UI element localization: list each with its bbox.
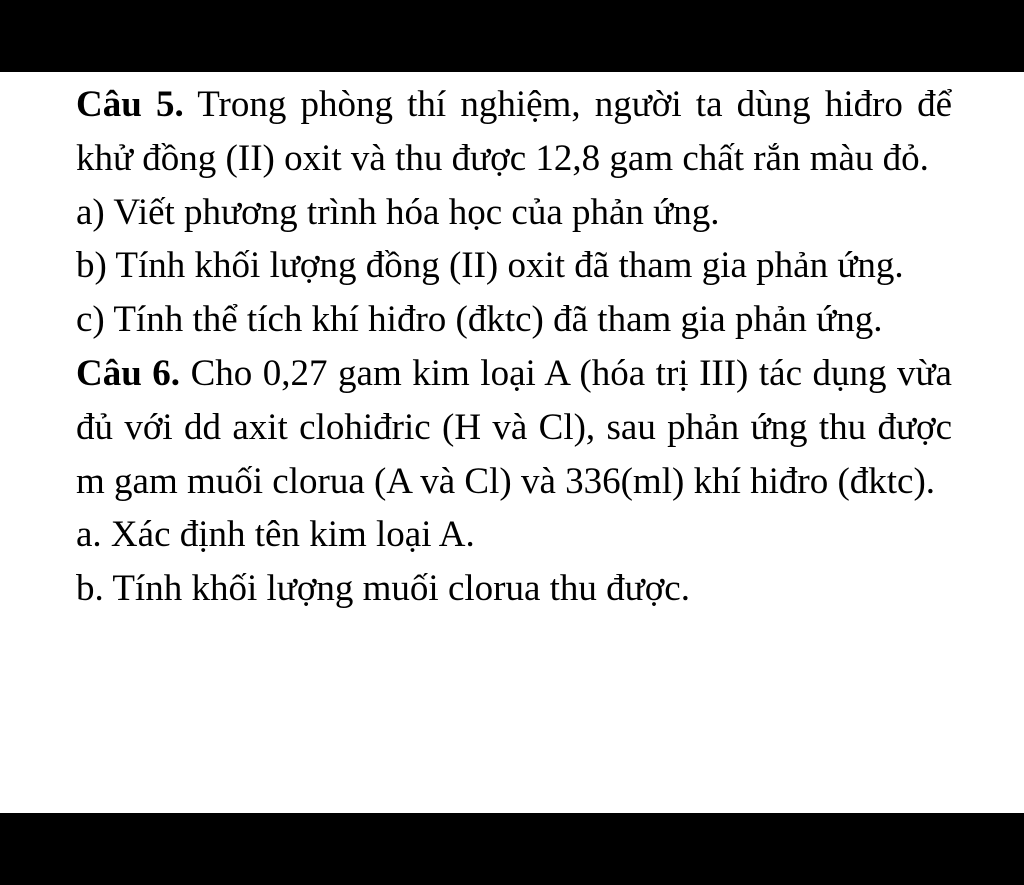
document-page — [0, 72, 1024, 813]
question-6-text: Cho 0,27 gam kim loại A (hóa trị III) tác dụng vừa đủ với dd axit clohiđric (H và Cl), sau phản ứng thu được m gam muối clorua (A và Cl) và 336(ml) khí hiđro (đktc). — [76, 352, 952, 502]
question-5-part-c: c) Tính thể tích khí hiđro (đktc) đã tham gia phản ứng. — [76, 299, 883, 341]
question-6-part-a: a. Xác định tên kim loại A. — [76, 514, 475, 556]
question-6-stem — [76, 347, 952, 508]
question-6-label: Câu 6. — [76, 352, 181, 394]
question-5-text: Trong phòng thí nghiệm, người ta dùng hiđro để khử đồng (II) oxit và thu được 12,8 gam chất rắn màu đỏ. — [76, 84, 952, 179]
question-5-label: Câu 5. — [76, 84, 184, 125]
document-text — [76, 78, 952, 616]
question-5-stem — [76, 78, 952, 186]
question-5-part-a: a) Viết phương trình hóa học của phản ứng. — [76, 191, 720, 233]
question-5-part-b: b) Tính khối lượng đồng (II) oxit đã tham gia phản ứng. — [76, 245, 904, 287]
question-6-part-b: b. Tính khối lượng muối clorua thu được. — [76, 568, 690, 610]
